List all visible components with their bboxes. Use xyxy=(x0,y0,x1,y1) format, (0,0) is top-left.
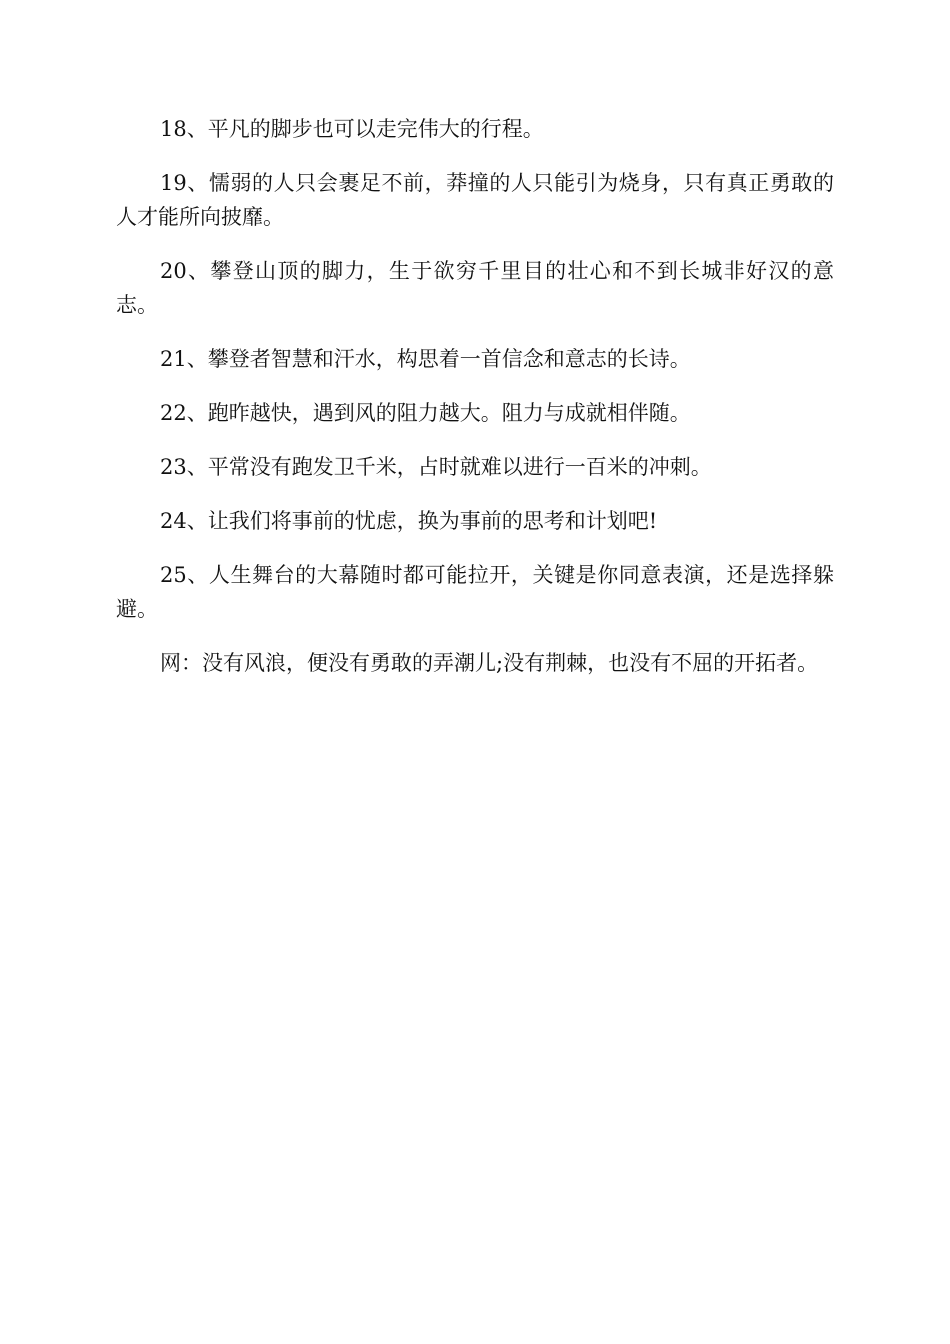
paragraph-25: 25、人生舞台的大幕随时都可能拉开，关键是你同意表演，还是选择躲避。 xyxy=(116,563,834,621)
paragraph-21: 21、攀登者智慧和汗水，构思着一首信念和意志的长诗。 xyxy=(160,347,691,371)
paragraph-20: 20、攀登山顶的脚力，生于欲穷千里目的壮心和不到长城非好汉的意志。 xyxy=(116,259,834,317)
paragraph-23: 23、平常没有跑发卫千米，占时就难以进行一百米的冲刺。 xyxy=(160,455,712,479)
paragraph-18: 18、平凡的脚步也可以走完伟大的行程。 xyxy=(160,117,544,141)
paragraph-22: 22、跑昨越快，遇到风的阻力越大。阻力与成就相伴随。 xyxy=(160,401,691,425)
paragraph-closing: 网：没有风浪，便没有勇敢的弄潮儿;没有荆棘，也没有不屈的开拓者。 xyxy=(160,651,819,675)
document-body xyxy=(116,112,834,700)
paragraph-24: 24、让我们将事前的忧虑，换为事前的思考和计划吧! xyxy=(160,509,658,533)
paragraph-19: 19、懦弱的人只会裹足不前，莽撞的人只能引为烧身，只有真正勇敢的人才能所向披靡。 xyxy=(116,171,834,229)
